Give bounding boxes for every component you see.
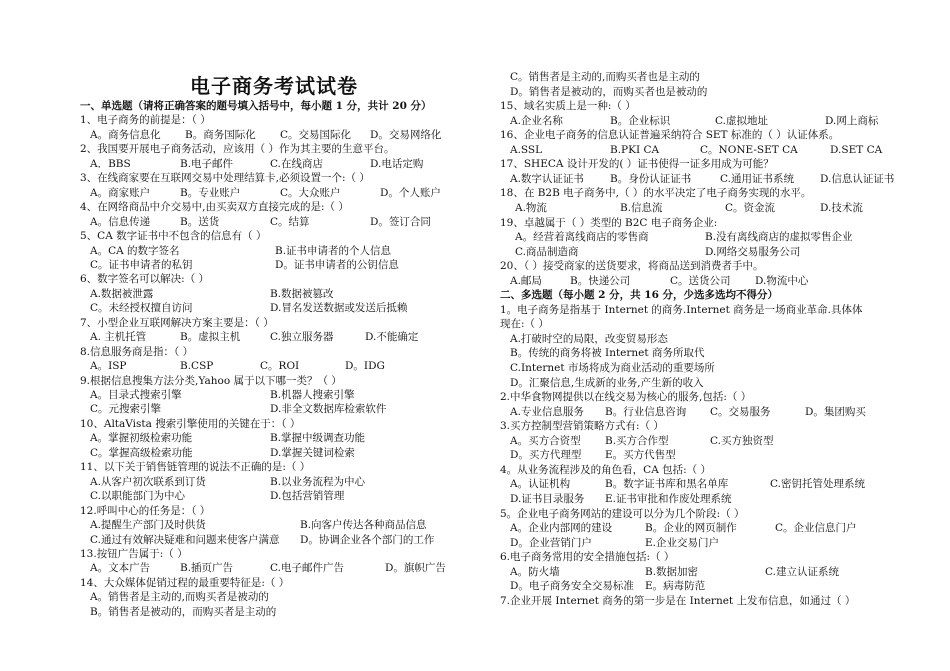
question-text: 6、数字签名可以解决:（ ） [80, 273, 210, 286]
answer-option: B。销售者是被动的，而购买者是主动的 [90, 605, 277, 618]
option-row [500, 435, 940, 447]
option-row [500, 478, 940, 490]
answer-option: C.虚拟地址 [715, 114, 768, 127]
answer-option: C.独立服务器 [270, 331, 334, 344]
answer-option: D.SET CA [830, 143, 883, 156]
answer-option: B.机器人搜索引擎 [270, 389, 355, 401]
answer-option: A。商家账户 [90, 186, 151, 199]
answer-option: C.Internet 市场将成为商业活动的重要场所 [510, 362, 715, 374]
answer-option: C。送货公司 [670, 274, 731, 287]
question-text: 11、以下关于销售链管理的说法不正确的是:（ ） [80, 461, 311, 474]
question-text: 现在:（ ） [500, 318, 549, 331]
answer-option: A。文本广告 [90, 562, 151, 575]
answer-option: C.密钥托管处理系统 [770, 478, 865, 491]
answer-option: B.电子邮件 [180, 157, 234, 170]
answer-option: C。ROI [260, 360, 300, 373]
option-row [500, 566, 940, 578]
answer-option: A。目录式搜索引擎 [90, 389, 182, 401]
section-heading: 一、单选题（请将正确答案的题号填入括号中，每小题 1 分，共计 20 分） [80, 100, 432, 112]
question-text: 17、SHECA 设计开发的( ）证书使得一证多用成为可能？ [500, 158, 774, 171]
answer-option: B.CSP [180, 360, 214, 373]
answer-option: C.商品制造商 [515, 245, 579, 258]
answer-option: D。协调企业各个部门的工作 [300, 533, 435, 546]
answer-option: A。信息传递 [90, 215, 151, 228]
question-text: 10、AltaVista 搜索引擎使用的关键在于：（ ） [80, 417, 301, 430]
question-text: 3、在线商家要在互联网交易中处理结算卡,必须设置一个:（ ） [80, 172, 370, 185]
answer-option: D。证书申请者的公钥信息 [275, 258, 399, 271]
option-row [80, 129, 480, 141]
question-text: 6.电子商务常用的安全措施包括:（ ） [500, 551, 675, 564]
answer-option: B。送货 [180, 215, 220, 228]
option-row [500, 406, 940, 418]
page-title: 电子商务考试试卷 [190, 74, 358, 98]
answer-option: A。防火墙 [510, 565, 560, 578]
option-row [500, 333, 940, 345]
answer-option: A. 主机托管 [90, 331, 147, 344]
answer-option: A。经营着离线商店的零售商 [515, 231, 649, 244]
answer-option: D.不能确定 [365, 331, 419, 344]
question-text: 20、（ ）接受商家的送货要求，将商品送到消费者手中。 [500, 260, 764, 273]
answer-option: B。传统的商务将被 Internet 商务所取代 [510, 347, 705, 360]
question-text: 3.买方控制型营销策略方式有:（ ） [500, 420, 664, 433]
answer-option: D.物流中心 [755, 274, 809, 287]
question-text: 2.中华食物网提供以在线交易为核心的服务,包括:（ ） [500, 391, 752, 404]
answer-option: A。ISP [90, 360, 127, 373]
answer-option: D。汇聚信息,生成新的业务,产生新的收入 [510, 376, 704, 389]
option-row [80, 187, 480, 199]
answer-option: A。商务信息化 [90, 128, 161, 141]
option-row [80, 259, 480, 271]
question-text: 2、我国要开展电子商务活动，应该用（ ）作为其主要的生意平台。 [80, 143, 395, 156]
answer-option: A.数据被泄露 [90, 287, 154, 300]
answer-option: D.掌握关键词检索 [270, 446, 355, 459]
option-row [500, 522, 940, 534]
answer-option: D。签订合同 [370, 215, 431, 228]
option-row [80, 562, 480, 574]
option-row [80, 490, 480, 502]
answer-option: D。电子商务安全交易标准 [510, 580, 634, 593]
answer-option: D。企业营销门户 [510, 536, 592, 549]
answer-option: D.冒名发送数据或发送后抵赖 [270, 302, 408, 315]
option-row [80, 519, 480, 531]
question-text: 4、在网络商品中介交易中,由买卖双方直接完成的是:（ ） [80, 201, 349, 214]
answer-option: A.提醒生产部门及时供货 [90, 519, 206, 532]
option-row [500, 493, 940, 505]
answer-option: D。旗帜广告 [385, 562, 446, 575]
option-row [80, 302, 480, 314]
option-row [500, 71, 940, 83]
answer-option: D。交易网络化 [370, 128, 442, 141]
answer-option: B。专业账户 [180, 186, 241, 199]
answer-option: B.信息流 [620, 201, 663, 214]
answer-option: D.包括营销管理 [270, 490, 345, 503]
answer-option: E。病毒防范 [645, 580, 706, 593]
answer-option: B.掌握中级调查功能 [270, 432, 366, 445]
answer-option: C.买方独资型 [710, 434, 774, 447]
answer-option: C。掌握高级检索功能 [90, 446, 193, 459]
option-row [80, 476, 480, 488]
answer-option: C。大众账户 [280, 186, 341, 199]
option-row [500, 275, 940, 287]
answer-option: C.以职能部门为中心 [90, 490, 185, 503]
option-row [80, 403, 480, 415]
option-row [500, 347, 940, 359]
option-row [500, 580, 940, 592]
section-heading: 二、多选题（每小题 2 分，共 16 分，少选多选均不得分） [500, 289, 779, 302]
question-text: 1。电子商务是指基于 Internet 的商务.Internet 商务是一场商业革命.具体体 [500, 303, 863, 316]
answer-option: B.插页广告 [180, 562, 234, 575]
option-row [500, 86, 940, 98]
option-row [500, 537, 940, 549]
answer-option: C。资金流 [725, 201, 776, 214]
question-text: 5、CA 数字证书中不包含的信息有（ ） [80, 230, 267, 243]
answer-option: E.证书审批和作废处理系统 [605, 492, 732, 505]
answer-option: A。掌握初级检索功能 [90, 432, 193, 445]
option-row [80, 447, 480, 459]
answer-option: D.技术流 [820, 201, 863, 214]
answer-option: A.打破时空的局限，改变贸易形态 [510, 332, 668, 345]
answer-option: A。认证机构 [510, 478, 571, 491]
answer-option: D.信息认证证书 [820, 172, 895, 185]
answer-option: C。未经授权擅自访问 [90, 302, 193, 315]
option-row [500, 246, 940, 258]
option-row [80, 216, 480, 228]
question-text: 14、大众媒体促销过程的最重要特征是:（ ） [80, 576, 290, 589]
option-row [500, 362, 940, 374]
answer-option: C。企业信息门户 [775, 522, 857, 535]
answer-option: B.买方合作型 [605, 434, 669, 447]
answer-option: C.建立认证系统 [765, 565, 839, 578]
answer-option: E。买方代售型 [605, 449, 676, 462]
question-text: 16、企业电子商务的信息认证普遍采纳符合 SET 标准的（ ）认证体系。 [500, 129, 840, 142]
answer-option: D.电话定购 [370, 157, 424, 170]
answer-option: B.没有离线商店的虚拟零售企业 [705, 231, 853, 244]
question-text: 9.根据信息搜集方法分类,Yahoo 属于以下哪一类？（ ） [80, 374, 342, 387]
answer-option: B。虚拟主机 [180, 331, 241, 344]
answer-option: B.向客户传达各种商品信息 [300, 519, 427, 532]
answer-option: A.SSL [510, 143, 543, 156]
option-row [80, 606, 480, 618]
answer-option: B。行业信息咨询 [605, 405, 687, 418]
option-row [500, 231, 940, 243]
answer-option: A。企业内部网的建设 [510, 522, 613, 535]
question-text: 7.企业开展 Internet 商务的第一步是在 Internet 上发布信息，如通过（ ） [500, 594, 856, 607]
answer-option: A.从客户初次联系到订货 [90, 475, 206, 488]
option-row [80, 534, 480, 546]
answer-option: E.企业交易门户 [645, 536, 720, 549]
answer-option: B.数据被篡改 [270, 287, 334, 300]
answer-option: C。销售者是主动的,而购买者也是主动的 [510, 71, 700, 83]
option-row [80, 288, 480, 300]
answer-option: C.电子邮件广告 [270, 562, 344, 575]
question-text: 19、卓越属于（ ）类型的 B2C 电子商务企业: [500, 216, 718, 229]
answer-option: B.证书申请者的个人信息 [275, 244, 392, 257]
answer-option: C.在线商店 [270, 157, 323, 170]
answer-option: C.通过有效解决疑难和问题来使客户满意 [90, 533, 280, 546]
question-text: 13.按钮广告属于:（ ） [80, 547, 188, 560]
answer-option: A。CA 的数字签名 [90, 244, 180, 257]
answer-option: B.以业务流程为中心 [270, 475, 366, 488]
answer-option: C。证书申请者的私钥 [90, 258, 193, 271]
answer-option: B。企业标识 [610, 114, 671, 127]
answer-option: D。销售者是被动的，而购买者也是被动的 [510, 85, 708, 98]
answer-option: C。交易服务 [710, 405, 771, 418]
answer-option: A.数字认证证书 [510, 172, 584, 185]
answer-option: D.网络交易服务公司 [705, 245, 801, 258]
option-row [500, 202, 940, 214]
option-row [80, 158, 480, 170]
answer-option: D。个人账户 [380, 186, 441, 199]
option-row [80, 389, 480, 401]
answer-option: B。身份认证证书 [610, 172, 692, 185]
answer-option: A。销售者是主动的,而购买者是被动的 [90, 591, 269, 604]
question-text: 18、在 B2B 电子商务中,（ ）的水平决定了电子商务实现的水平。 [500, 187, 812, 200]
option-row [500, 144, 940, 156]
answer-option: A。买方合资型 [510, 434, 581, 447]
answer-option: B。快递公司 [570, 274, 631, 287]
answer-option: D.证书目录服务 [510, 492, 585, 505]
question-text: 1、电子商务的前提是：（ ） [80, 114, 211, 127]
question-text: 5。企业电子商务网站的建设可以分为几个阶段:（ ） [500, 507, 745, 520]
answer-option: C。交易国际化 [280, 128, 352, 141]
answer-option: C。NONE-SET CA [700, 143, 798, 156]
question-text: 4。从业务流程涉及的角色看，CA 包括:（ ） [500, 463, 712, 476]
answer-option: A.物流 [515, 201, 547, 214]
question-text: 15、域名实质上是一种:（ ） [500, 100, 636, 113]
option-row [80, 360, 480, 372]
question-text: 12.呼叫中心的任务是：（ ） [80, 504, 211, 517]
option-row [500, 173, 940, 185]
answer-option: B。数字证书库和黑名单库 [605, 478, 729, 491]
answer-option: A.专业信息服务 [510, 405, 584, 418]
question-text: 7、小型企业互联网解决方案主要是：（ ） [80, 316, 274, 329]
option-row [80, 331, 480, 343]
option-row [500, 449, 940, 461]
answer-option: A.企业名称 [510, 114, 563, 127]
option-row [80, 245, 480, 257]
answer-option: C。元搜索引擎 [90, 403, 162, 416]
answer-option: B.数据加密 [645, 565, 699, 578]
answer-option: A.邮局 [510, 274, 542, 287]
option-row [80, 432, 480, 444]
answer-option: B。企业的网页制作 [645, 522, 737, 535]
answer-option: D。集团购买 [805, 405, 866, 418]
answer-option: D.非全文数据库检索软件 [270, 403, 387, 416]
option-row [500, 115, 940, 127]
answer-option: B.PKI CA [610, 143, 660, 156]
option-row [500, 377, 940, 389]
answer-option: C。结算 [270, 215, 310, 228]
answer-option: D。买方代理型 [510, 449, 582, 462]
option-row [80, 591, 480, 603]
answer-option: D。IDG [345, 360, 385, 373]
answer-option: A．BBS [90, 157, 131, 170]
question-text: 8.信息服务商是指：（ ） [80, 345, 194, 358]
answer-option: B。商务国际化 [185, 128, 256, 141]
answer-option: D.网上商标 [825, 114, 879, 127]
answer-option: C.通用证书系统 [720, 172, 794, 185]
